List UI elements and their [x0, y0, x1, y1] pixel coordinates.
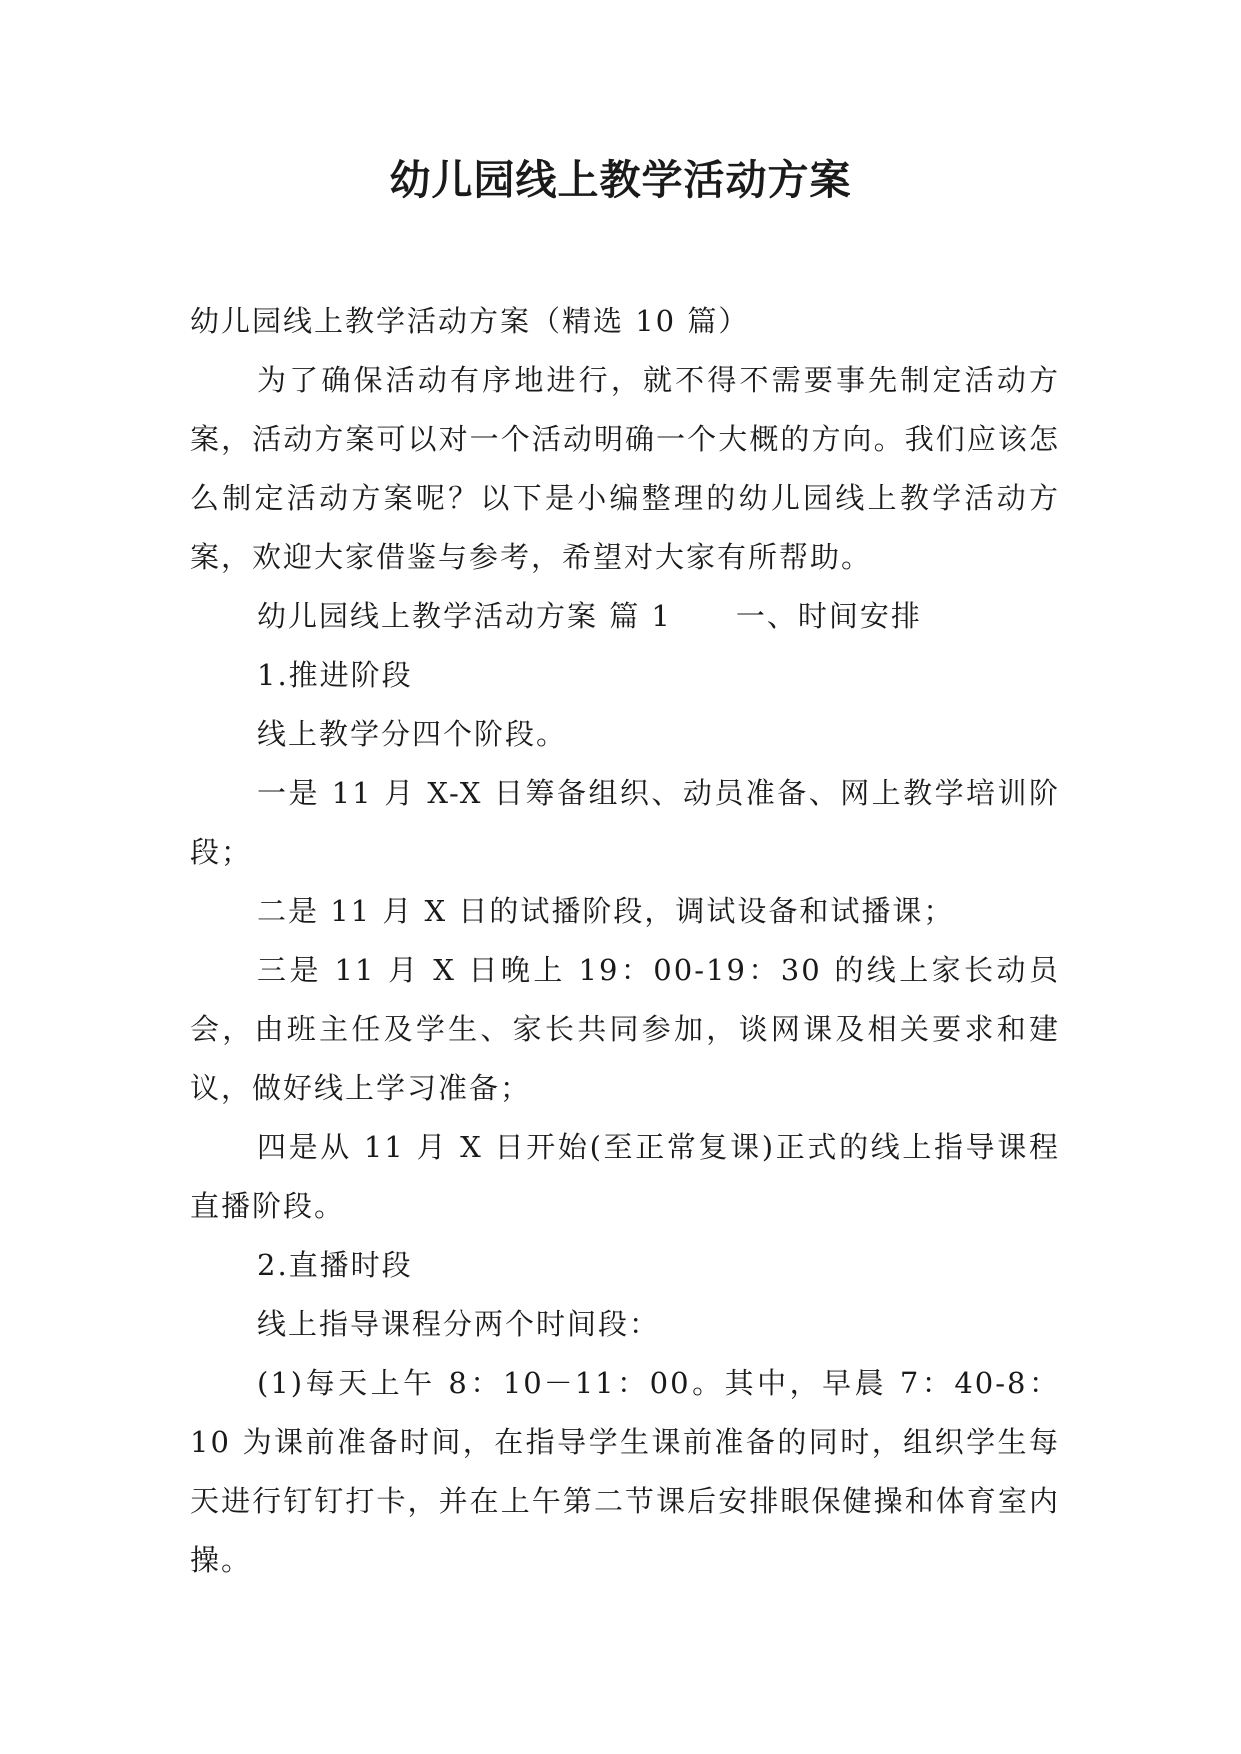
- stage-4-paragraph: 四是从 11 月 X 日开始(至正常复课)正式的线上指导课程直播阶段。: [190, 1130, 1060, 1223]
- document-body: [190, 292, 1060, 1590]
- section-heading: 一、时间安排: [735, 599, 922, 633]
- item-2-heading: 2.直播时段: [257, 1248, 413, 1282]
- document-subtitle: 幼儿园线上教学活动方案（精选 10 篇）: [190, 304, 750, 338]
- chapter-heading: 幼儿园线上教学活动方案 篇 1: [257, 599, 672, 633]
- item-2-lead: 线上指导课程分两个时间段：: [257, 1307, 661, 1341]
- stage-2-paragraph: 二是 11 月 X 日的试播阶段，调试设备和试播课；: [257, 894, 955, 928]
- intro-paragraph: 为了确保活动有序地进行，就不得不需要事先制定活动方案，活动方案可以对一个活动明确一个大概的方向。我们应该怎么制定活动方案呢？以下是小编整理的幼儿园线上教学活动方案，欢迎大家借鉴与参考，希望对大家有所帮助。: [190, 363, 1060, 574]
- stage-3-paragraph: 三是 11 月 X 日晚上 19：00-19：30 的线上家长动员会，由班主任及学生、家长共同参加，谈网课及相关要求和建议，做好线上学习准备；: [190, 953, 1060, 1105]
- item-1-heading: 1.推进阶段: [257, 658, 413, 692]
- chapter-heading-line: [190, 587, 1060, 646]
- slot-1-paragraph: (1)每天上午 8：10－11：00。其中，早晨 7：40-8：10 为课前准备时间，在指导学生课前准备的同时，组织学生每天进行钉钉打卡，并在上午第二节课后安排眼保健操和体育室内操。: [190, 1366, 1060, 1577]
- stage-1-paragraph: 一是 11 月 X-X 日筹备组织、动员准备、网上教学培训阶段；: [190, 776, 1060, 869]
- item-1-lead: 线上教学分四个阶段。: [257, 717, 568, 751]
- document-title: 幼儿园线上教学活动方案: [389, 156, 852, 204]
